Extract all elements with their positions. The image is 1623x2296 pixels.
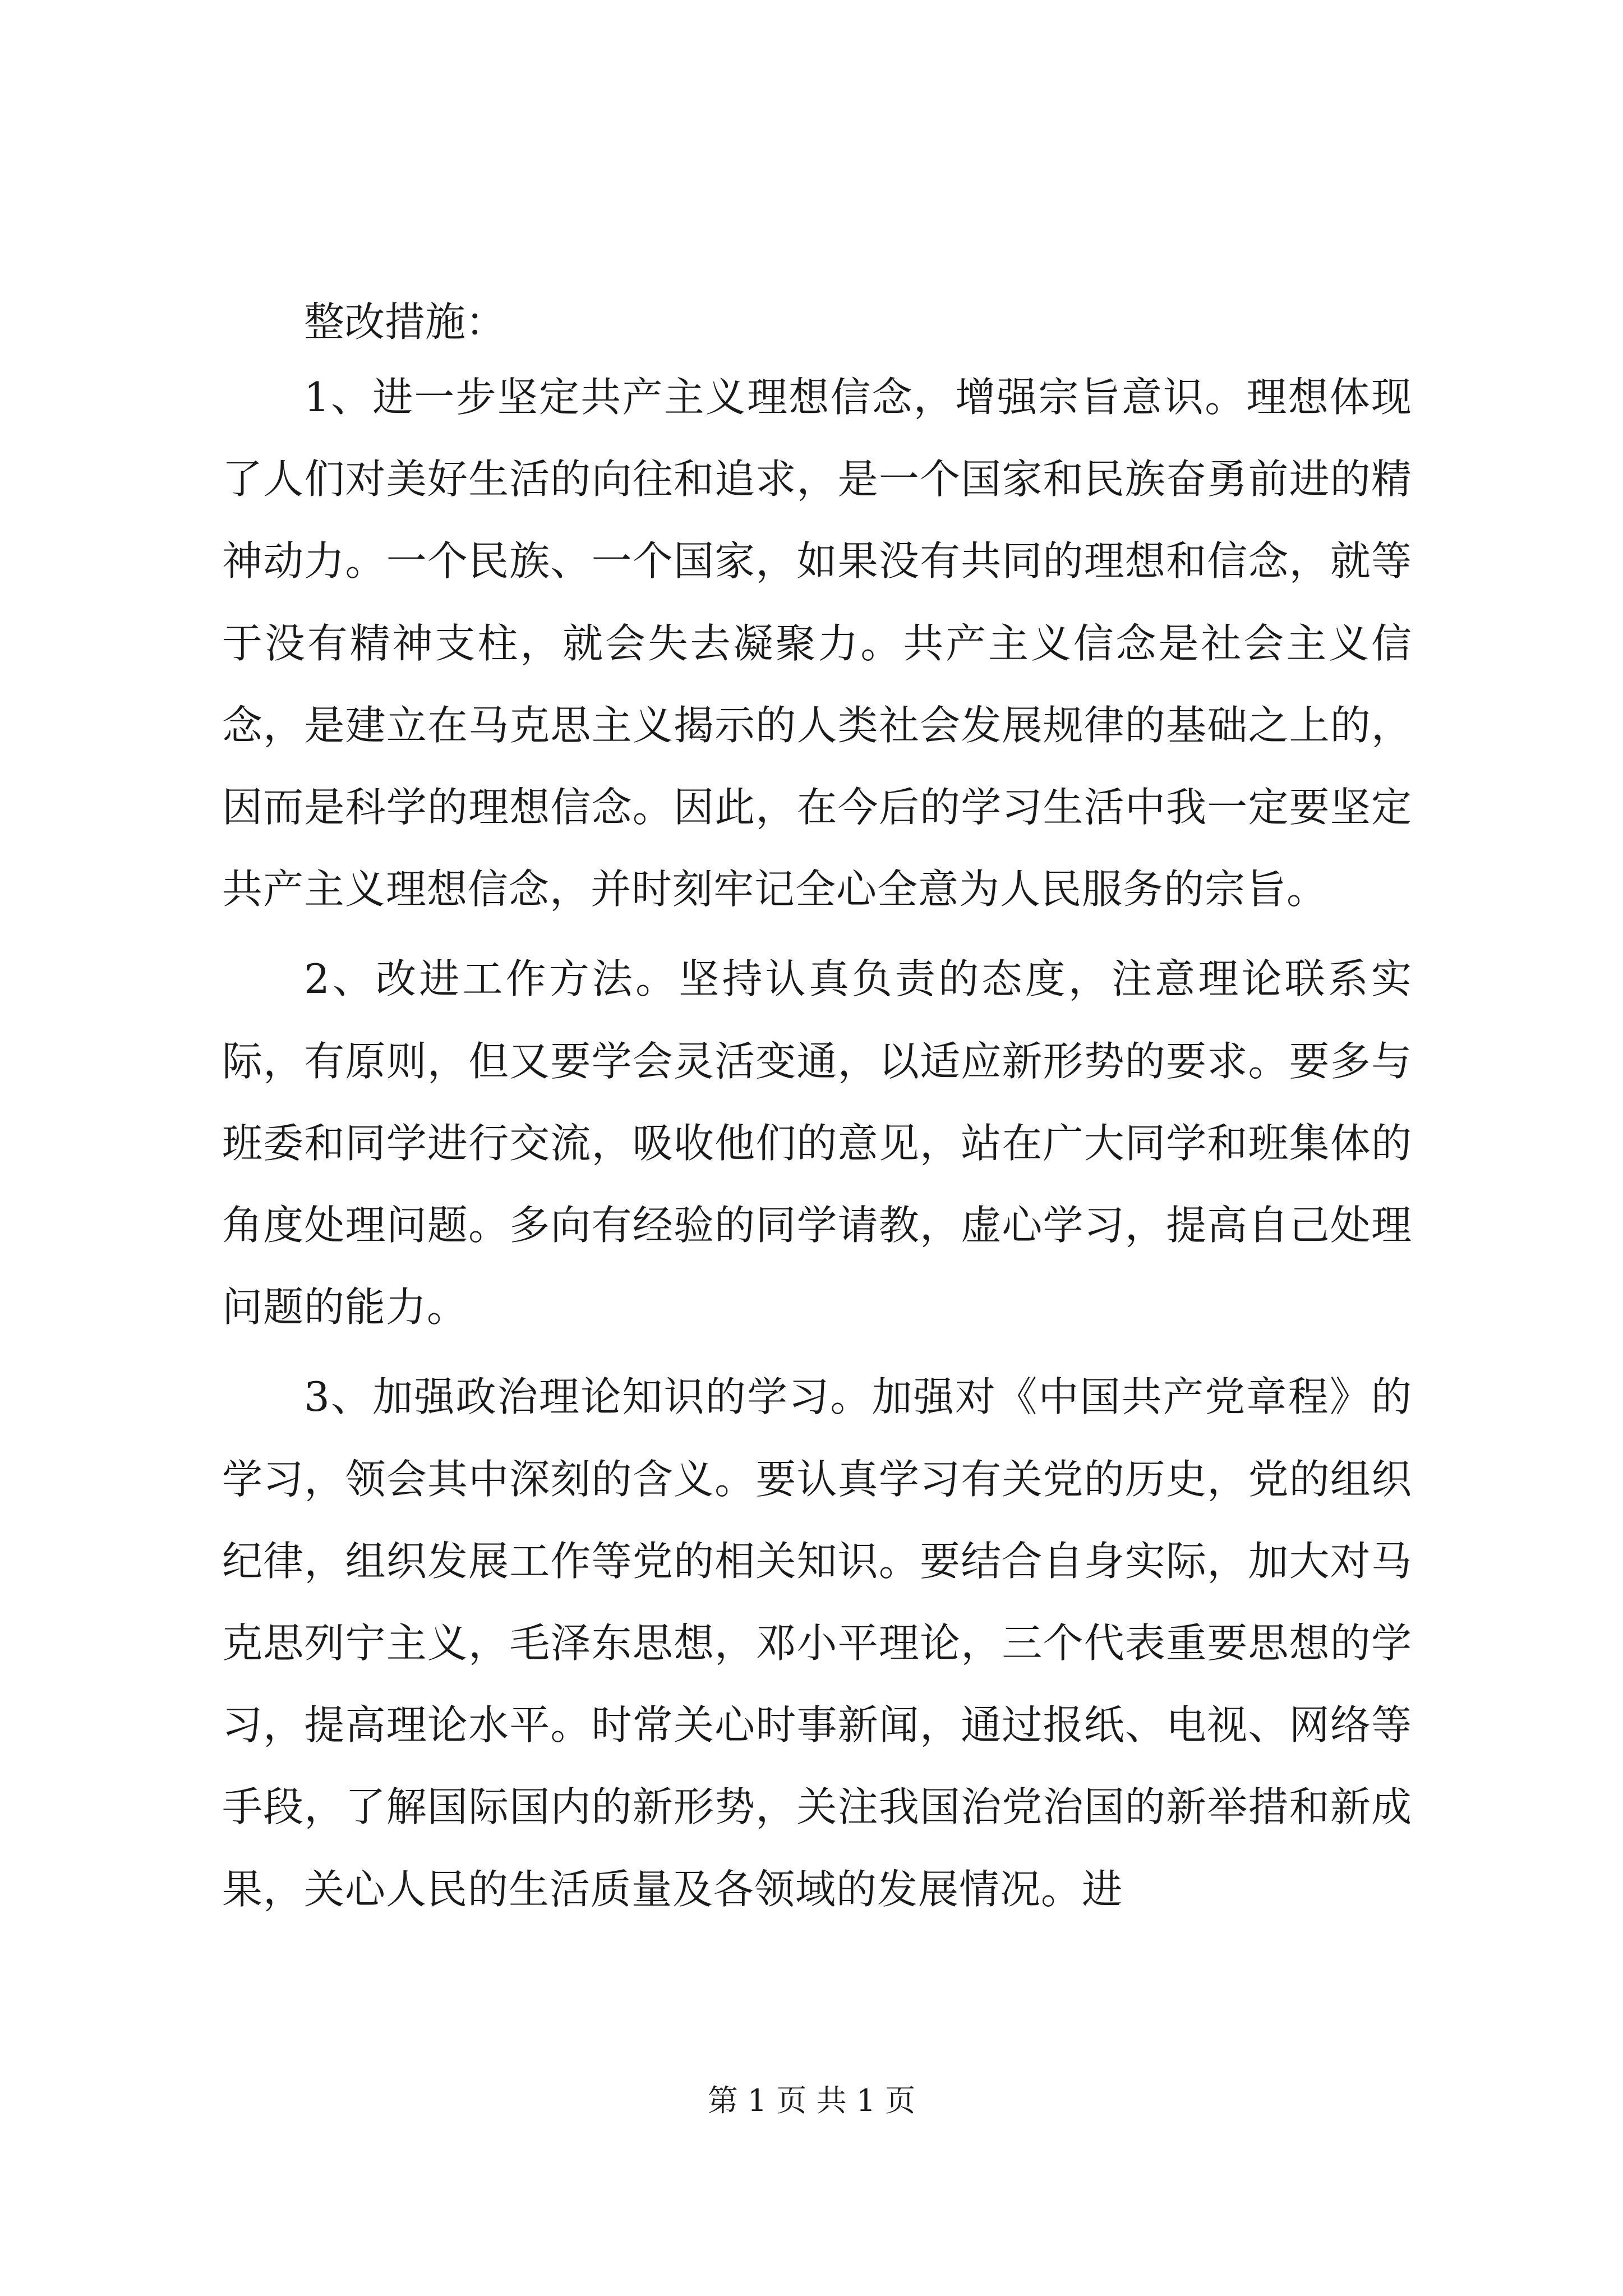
paragraph-measure-3: 3、加强政治理论知识的学习。加强对《中国共产党章程》的学习，领会其中深刻的含义。要认真学习有关党的历史，党的组织纪律，组织发展工作等党的相关知识。要结合自身实际，加大对马克思列宁主义，毛泽东思想，邓小平理论，三个代表重要思想的学习，提高理论水平。时常关心时事新闻，通过报纸、电视、网络等手段，了解国际国内的新形势，关注我国治党治国的新举措和新成果，关心人民的生活质量及各领域的发展情况。进: [222, 1373, 1412, 1913]
section-heading: 整改措施：: [304, 298, 506, 346]
page-footer: 第 1 页 共 1 页: [707, 2083, 916, 2118]
document-body: [222, 296, 1412, 1930]
paragraph-measure-2: 2、改进工作方法。坚持认真负责的态度，注意理论联系实际，有原则，但又要学会灵活变通，以适应新形势的要求。要多与班委和同学进行交流，吸收他们的意见，站在广大同学和班集体的角度处理问题。多向有经验的同学请教，虚心学习，提高自己处理问题的能力。: [222, 955, 1412, 1331]
paragraph-measure-1: 1、进一步坚定共产主义理想信念，增强宗旨意识。理想体现了人们对美好生活的向往和追求，是一个国家和民族奋勇前进的精神动力。一个民族、一个国家，如果没有共同的理想和信念，就等于没有精神支柱，就会失去凝聚力。共产主义信念是社会主义信念，是建立在马克思主义揭示的人类社会发展规律的基础之上的，因而是科学的理想信念。因此，在今后的学习生活中我一定要坚定共产主义理想信念，并时刻牢记全心全意为人民服务的宗旨。: [222, 374, 1412, 913]
